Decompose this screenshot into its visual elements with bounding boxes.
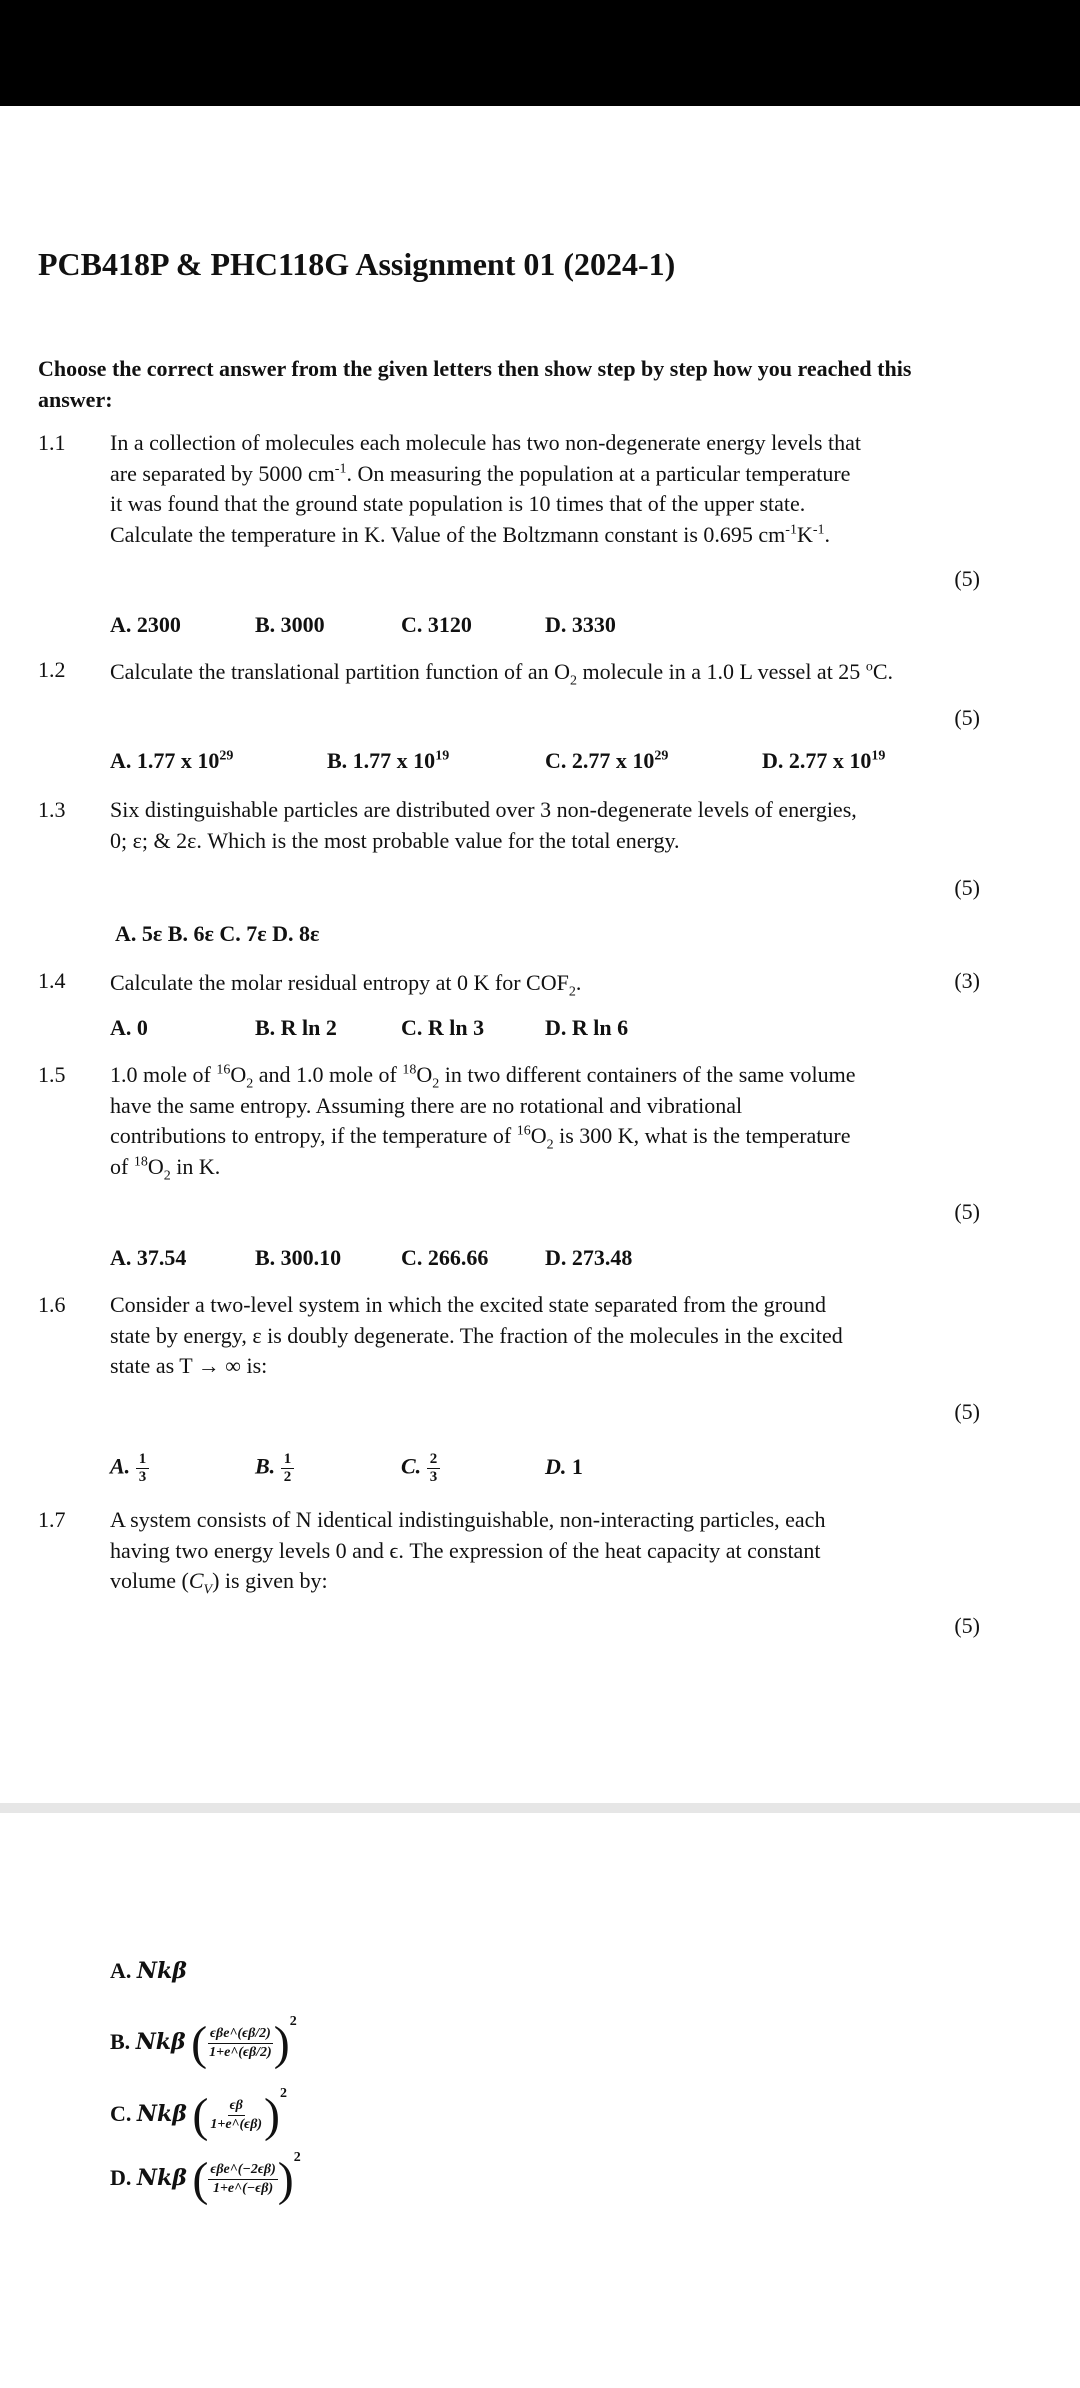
option-letter: B. bbox=[110, 2029, 131, 2054]
option-d[interactable]: D. 273.48 bbox=[545, 1245, 633, 1270]
fraction bbox=[136, 1451, 150, 1486]
option-letter: A. bbox=[110, 1453, 131, 1479]
question-number: 1.3 bbox=[38, 797, 66, 822]
paren-right: ) bbox=[277, 2152, 294, 2206]
instructions: Choose the correct answer from the given letters then show step by step how you reached this answer: bbox=[38, 356, 912, 412]
question-number: 1.2 bbox=[38, 657, 66, 682]
option-c[interactable]: C. 266.66 bbox=[401, 1245, 489, 1270]
option-b[interactable] bbox=[255, 1451, 294, 1486]
options-inline[interactable]: A. 5ε B. 6ε C. 7ε D. 8ε bbox=[115, 921, 320, 946]
question-text bbox=[110, 428, 950, 550]
option-letter: D. bbox=[110, 2165, 132, 2190]
paren-right: ) bbox=[273, 2016, 290, 2070]
denominator: 1+e^(ϵβ) bbox=[210, 2117, 263, 2133]
option-a[interactable]: A. 37.54 bbox=[110, 1245, 187, 1270]
option-a[interactable] bbox=[110, 1958, 187, 1984]
option-b[interactable]: B. 1.77 x $10^{19}$ bbox=[327, 748, 450, 773]
paren-left: ( bbox=[191, 2016, 208, 2070]
option-d[interactable]: D. 2.77 x $10^{19}$ bbox=[762, 748, 886, 773]
question-text: Calculate the translational partition function of an $O_2$ molecule in a 1.0 L vessel at 25 $^o$C. bbox=[110, 659, 893, 689]
numerator: 1 bbox=[281, 1451, 295, 1469]
question-number: 1.4 bbox=[38, 968, 66, 993]
marks: (5) bbox=[954, 1199, 980, 1224]
question-line: 0; ε; & 2ε. Which is the most probable value for the total energy. bbox=[110, 827, 680, 853]
option-d[interactable] bbox=[110, 2150, 301, 2204]
denominator: 3 bbox=[138, 1469, 147, 1485]
denominator: 1+e^(ϵβ/2) bbox=[209, 2045, 272, 2061]
denominator: 1+e^(−ϵβ) bbox=[212, 2181, 274, 2197]
question-line: A system consists of N identical indistinguishable, non-interacting particles, each bbox=[110, 1507, 826, 1532]
page-title: PCB418P & PHC118G Assignment 01 (2024-1) bbox=[38, 246, 676, 282]
fraction bbox=[427, 1451, 441, 1486]
option-a[interactable]: A. 1.77 x $10^{29}$ bbox=[110, 748, 234, 773]
option-c[interactable]: C. R ln 3 bbox=[401, 1015, 485, 1040]
marks: (3) bbox=[954, 968, 980, 993]
exponent: 2 bbox=[289, 2014, 297, 2029]
marks: (5) bbox=[954, 705, 980, 730]
option-value: 1 bbox=[571, 1454, 583, 1479]
question-text bbox=[110, 1060, 950, 1182]
marks: (5) bbox=[954, 1399, 980, 1424]
option-b[interactable]: B. 300.10 bbox=[255, 1245, 342, 1270]
question-number: 1.6 bbox=[38, 1292, 66, 1317]
denominator: 2 bbox=[283, 1469, 292, 1485]
numerator: ϵβ bbox=[228, 2097, 245, 2116]
math-expression: Nkβ bbox=[135, 2029, 186, 2055]
option-c[interactable] bbox=[401, 1451, 440, 1486]
option-letter: C. bbox=[401, 1453, 422, 1479]
option-b[interactable]: B. R ln 2 bbox=[255, 1015, 337, 1040]
question-line: Six distinguishable particles are distributed over 3 non-degenerate levels of energies, bbox=[110, 797, 857, 822]
question-line: 1.0 mole of $^{16}O_2$ and 1.0 mole of $^{18}O_2$ in two different containers of the same volume bbox=[110, 1062, 856, 1092]
question-text bbox=[110, 795, 950, 856]
option-a[interactable]: A. 0 bbox=[110, 1015, 148, 1040]
math-expression: Nkβ bbox=[136, 1958, 187, 1984]
question-number: 1.5 bbox=[38, 1062, 66, 1087]
question-line: it was found that the ground state population is 10 times that of the upper state. bbox=[110, 491, 806, 516]
exponent: 2 bbox=[280, 2086, 288, 2101]
numerator: ϵβe^(−2ϵβ) bbox=[208, 2161, 277, 2180]
fraction bbox=[281, 1451, 295, 1486]
question-line: state by energy, ε is doubly degenerate. The fraction of the molecules in the excited bbox=[110, 1322, 843, 1348]
option-b[interactable]: B. 3000 bbox=[255, 612, 325, 637]
option-b[interactable] bbox=[110, 2014, 297, 2068]
exponent: 2 bbox=[293, 2150, 301, 2165]
paren-left: ( bbox=[192, 2152, 209, 2206]
denominator: 3 bbox=[429, 1469, 438, 1485]
page-divider bbox=[0, 1803, 1080, 1813]
question-line: Consider a two-level system in which the excited state separated from the ground bbox=[110, 1292, 827, 1317]
option-a[interactable] bbox=[110, 1451, 149, 1486]
question-number: 1.1 bbox=[38, 430, 66, 455]
option-d[interactable]: D. 3330 bbox=[545, 612, 616, 637]
question-line: having two energy levels 0 and ϵ. The expression of the heat capacity at constant bbox=[110, 1537, 821, 1563]
marks: (5) bbox=[954, 1613, 980, 1638]
question-number: 1.7 bbox=[38, 1507, 66, 1532]
numerator: ϵβe^(ϵβ/2) bbox=[208, 2025, 273, 2044]
fraction bbox=[208, 2097, 264, 2134]
question-line: volume $(C_V)$ is given by: bbox=[110, 1568, 328, 1598]
question-text bbox=[110, 1290, 950, 1382]
marks: (5) bbox=[954, 875, 980, 900]
option-c[interactable]: C. 3120 bbox=[401, 612, 472, 637]
option-a[interactable]: A. 2300 bbox=[110, 612, 181, 637]
option-c[interactable]: C. 2.77 x $10^{29}$ bbox=[545, 748, 669, 773]
question-line: Calculate the temperature in K. Value of the Boltzmann constant is 0.695 $cm^{-1}K^{-1}$. bbox=[110, 521, 831, 547]
question-line: have the same entropy. Assuming there are no rotational and vibrational bbox=[110, 1092, 743, 1118]
question-line: state as T → ∞ is: bbox=[110, 1353, 268, 1378]
option-letter: C. bbox=[110, 2101, 132, 2126]
numerator: 1 bbox=[136, 1451, 150, 1469]
question-text bbox=[110, 1505, 950, 1597]
question-line: of $^{18}O_2$ in K. bbox=[110, 1153, 221, 1183]
question-line: In a collection of molecules each molecule has two non-degenerate energy levels that bbox=[110, 430, 861, 455]
option-c[interactable] bbox=[110, 2086, 287, 2140]
question-text: Calculate the molar residual entropy at 0 K for $COF_2$. bbox=[110, 970, 582, 1000]
option-d[interactable] bbox=[545, 1454, 583, 1480]
paren-right: ) bbox=[264, 2088, 281, 2142]
math-expression: Nkβ bbox=[136, 2165, 187, 2191]
option-letter: D. bbox=[545, 1454, 567, 1479]
math-expression: Nkβ bbox=[136, 2101, 187, 2127]
numerator: 2 bbox=[427, 1451, 441, 1469]
option-d[interactable]: D. R ln 6 bbox=[545, 1015, 629, 1040]
fraction bbox=[208, 2161, 277, 2198]
paren-left: ( bbox=[192, 2088, 209, 2142]
marks: (5) bbox=[954, 566, 980, 591]
question-line: contributions to entropy, if the temperature of $^{16}O_2$ is 300 K, what is the temperature bbox=[110, 1123, 851, 1153]
question-line: are separated by 5000 $cm^{-1}$. On measuring the population at a particular temperature bbox=[110, 460, 851, 486]
option-letter: A. bbox=[110, 1958, 132, 1983]
status-bar bbox=[0, 0, 1080, 106]
fraction bbox=[207, 2025, 274, 2062]
option-letter: B. bbox=[255, 1453, 276, 1479]
